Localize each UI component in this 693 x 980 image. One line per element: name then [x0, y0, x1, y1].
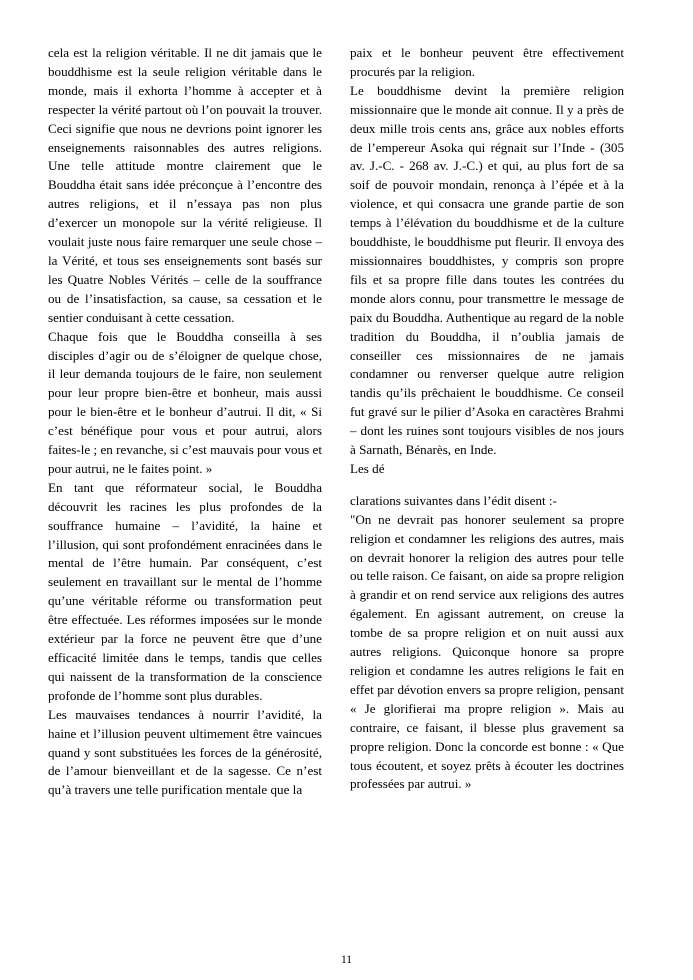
paragraph: Les dé [350, 460, 385, 476]
paragraph: "On ne devrait pas honorer seulement sa propre religion et condamner les religions des autres, mais on devrait honorer la religion des autres pour telle ou telle raison. Ce faisant, on aide sa propre religion à grandir et on rend service aux religions des autres également. En agissant autrement, on creuse la tombe de sa propre religion et on nuit aussi aux autres religions. Quiconque honore sa propre religion et condamne les autres religions le fait en effet par dévotion envers sa propre religion, pensant « Je glorifierai ma propre religion ». Mais au contraire, ce faisant, il blesse plus gravement sa propre religion. Donc la concorde est bonne : « Que tous écoutent, et soyez prêts à écouter les doctrines professées par autrui. » [350, 511, 624, 792]
page-number: 11 [340, 954, 353, 966]
paragraph: Le bouddhisme devint la première religion missionnaire que le monde ait connue. Il y a près de deux mille trois cents ans, grâce aux nobles efforts de l’empereur Asoka qui régnait sur l’Inde - (305 av. J.-C. - 268 av. J.-C.) et qui, au plus fort de sa soif de pouvoir mondain, renonça à l’épée et à la violence, et qui consacra une grande partie de son temps à l’élévation du bouddhisme et de la culture bouddhiste, le bouddhisme put fleurir. Il envoya des missionnaires bouddhistes, y compris son propre fils et sa propre fille dans toutes les contrées du monde alors connu, pour transmettre le message de paix du Bouddha. Authentique au regard de la noble tradition du Bouddha, il n’oublia jamais de conseiller ces missionnaires de ne jamais condamner ou renverser quelque autre religion tandis qu’ils prêchaient le bouddhisme. Ce conseil fut gravé sur le pilier d’Asoka en caractères Brahmi – dont les ruines sont toujours visibles de nos jours à Sarnath, Bénarès, en Inde. [350, 82, 624, 458]
left-column [48, 44, 322, 934]
right-column [350, 44, 624, 934]
paragraph: Les mauvaises tendances à nourrir l’avidité, la haine et l’illusion peuvent ultimement être vaincues quand y sont substituées les forces de la générosité, de l’amour bienveillant et de la sagesse. Ce n’est qu’à travers une telle purification mentale que la [48, 706, 322, 798]
two-column-text-body [48, 44, 645, 934]
paragraph: paix et le bonheur peuvent être effectivement procurés par la religion. [350, 45, 624, 79]
paragraph: cela est la religion véritable. Il ne dit jamais que le bouddhisme est la seule religion véritable dans le monde, mais il exhorta l’homme à accepter et à respecter la vérité partout où l’on pouvait la trouver. Ceci signifie que nous ne devrions point ignorer les enseignements raisonnables des autres religions. Une telle attitude montre clairement que le Bouddha était sans idée préconçue à l’encontre des autres religions, et il n’essaya pas non plus d’exercer un monopole sur la vérité religieuse. Il voulait juste nous faire remarquer une seule chose – la Vérité, et tous ses enseignements sont basés sur les Quatre Nobles Vérités – celle de la souffrance ou de l’insatisfaction, sa cause, sa cessation et le sentier conduisant à cette cessation. [48, 45, 322, 325]
paragraph: Chaque fois que le Bouddha conseilla à ses disciples d’agir ou de s’éloigner de quelque chose, il leur demanda toujours de le faire, non seulement pour leur propre bien-être et bonheur, mais aussi pour le bien-être et le bonheur d’autrui. Il dit, « Si c’est bénéfique pour vous et pour autrui, alors faites-le ; en revanche, si c’est mauvais pour vous et pour autrui, ne le faites point. » [48, 328, 322, 476]
paragraph: En tant que réformateur social, le Bouddha découvrit les racines les plus profondes de la souffrance humaine – l’avidité, la haine et l’illusion, qui sont profondément enracinées dans le mental de l’être humain. Par conséquent, c’est seulement en travaillant sur le mental de l’homme qu’une véritable réforme ou transformation peut être effectuée. Les réformes imposées sur le monde extérieur par la force ne peuvent être que d’une efficacité limitée dans le temps, tandis que celles qui naissent de la transformation de la conscience profonde de l’homme sont plus durables. [48, 479, 322, 703]
paragraph: clarations suivantes dans l’édit disent :- [350, 492, 557, 508]
